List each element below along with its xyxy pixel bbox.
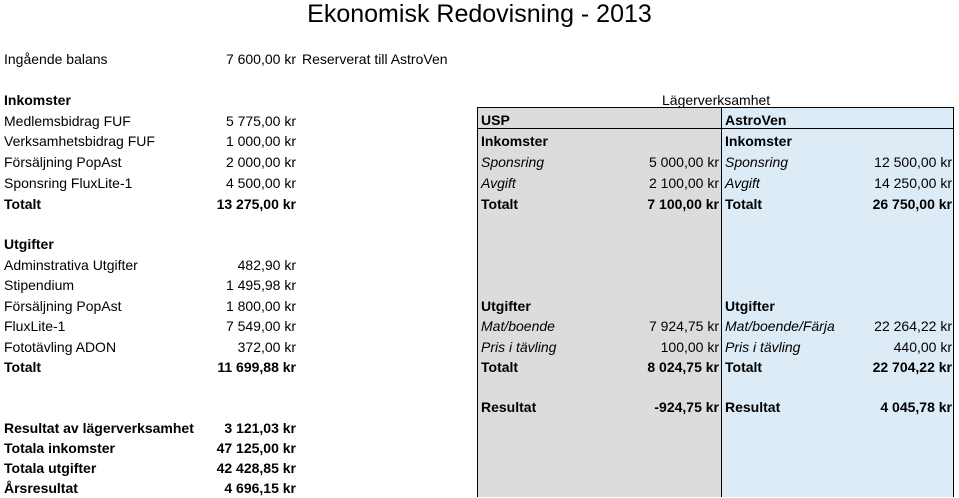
usp-expense-label: Pris i tävling (481, 339, 557, 355)
income-header: Inkomster (4, 92, 71, 108)
income-row-label: Sponsring FluxLite-1 (4, 175, 133, 191)
income-row-label: Försäljning PopAst (4, 154, 122, 170)
usp-expense-total-value: 8 024,75 kr (647, 359, 719, 375)
summary-label: Resultat av lägerverksamhet (4, 420, 194, 436)
expense-row-label: Försäljning PopAst (4, 298, 122, 314)
usp-income-header: Inkomster (481, 133, 548, 149)
astroven-income-label: Sponsring (725, 154, 789, 170)
usp-income-value: 2 100,00 kr (648, 175, 719, 191)
astroven-income-value: 14 250,00 kr (874, 175, 952, 191)
astroven-result-label: Resultat (725, 399, 781, 415)
astroven-income-value: 12 500,00 kr (874, 154, 952, 170)
astroven-expense-total-value: 22 704,22 kr (872, 359, 952, 375)
income-row-value: 1 000,00 kr (225, 133, 296, 149)
income-row-value: 2 000,00 kr (225, 154, 296, 170)
usp-expense-total-label: Totalt (481, 359, 519, 375)
expense-row-label: Fototävling ADON (4, 339, 117, 355)
expense-row-label: Stipendium (4, 277, 75, 293)
page-title: Ekonomisk Redovisning - 2013 (307, 0, 652, 28)
usp-result-label: Resultat (481, 399, 537, 415)
usp-income-total-value: 7 100,00 kr (647, 196, 719, 212)
usp-expense-header: Utgifter (481, 298, 531, 314)
astroven-income-label: Avgift (725, 175, 760, 191)
income-row-label: Medlemsbidrag FUF (4, 113, 131, 129)
usp-expense-value: 7 924,75 kr (648, 318, 719, 334)
usp-expense-label: Mat/boende (481, 318, 555, 334)
astroven-income-header: Inkomster (725, 133, 792, 149)
summary-value: 42 428,85 kr (216, 460, 296, 476)
usp-name: USP (481, 112, 510, 128)
expense-row-value: 1 800,00 kr (225, 298, 296, 314)
usp-income-total-label: Totalt (481, 196, 519, 212)
expenses-total-label: Totalt (4, 359, 42, 375)
astroven-expense-total-label: Totalt (725, 359, 763, 375)
summary-label: Totala inkomster (4, 440, 115, 456)
astroven-income-total-label: Totalt (725, 196, 763, 212)
expense-row-value: 7 549,00 kr (225, 318, 296, 334)
astroven-expense-header: Utgifter (725, 298, 775, 314)
astroven-expense-label: Pris i tävling (725, 339, 801, 355)
expense-row-label: FluxLite-1 (4, 318, 66, 334)
expense-row-value: 1 495,98 kr (225, 277, 296, 293)
income-total-value: 13 275,00 kr (216, 196, 296, 212)
astroven-expense-value: 440,00 kr (893, 339, 952, 355)
income-row-label: Verksamhetsbidrag FUF (4, 133, 155, 149)
camp-header: Lägerverksamhet (662, 92, 771, 108)
usp-result-value: -924,75 kr (654, 399, 719, 415)
camp-header-divider (477, 128, 953, 129)
astroven-income-total-value: 26 750,00 kr (872, 196, 952, 212)
opening-balance-label: Ingående balans (4, 51, 108, 67)
astroven-expense-label: Mat/boende/Färja (725, 318, 835, 334)
summary-value: 3 121,03 kr (224, 420, 296, 436)
astroven-name: AstroVen (725, 112, 787, 128)
expense-row-value: 372,00 kr (237, 339, 296, 355)
expenses-total-value: 11 699,88 kr (217, 359, 296, 375)
opening-balance-note: Reserverat till AstroVen (302, 51, 448, 67)
astroven-expense-value: 22 264,22 kr (874, 318, 952, 334)
usp-income-label: Avgift (481, 175, 516, 191)
opening-balance-value: 7 600,00 kr (225, 51, 296, 67)
expense-row-value: 482,90 kr (237, 257, 296, 273)
usp-income-value: 5 000,00 kr (648, 154, 719, 170)
summary-label: Totala utgifter (4, 460, 97, 476)
usp-expense-value: 100,00 kr (660, 339, 719, 355)
expenses-header: Utgifter (4, 236, 54, 252)
income-row-value: 4 500,00 kr (225, 175, 296, 191)
summary-label: Årsresultat (4, 480, 78, 496)
usp-income-label: Sponsring (481, 154, 545, 170)
expense-row-label: Adminstrativa Utgifter (4, 257, 138, 273)
summary-value: 47 125,00 kr (216, 440, 296, 456)
income-row-value: 5 775,00 kr (225, 113, 296, 129)
summary-value: 4 696,15 kr (224, 480, 296, 496)
income-total-label: Totalt (4, 196, 42, 212)
astroven-result-value: 4 045,78 kr (880, 399, 952, 415)
